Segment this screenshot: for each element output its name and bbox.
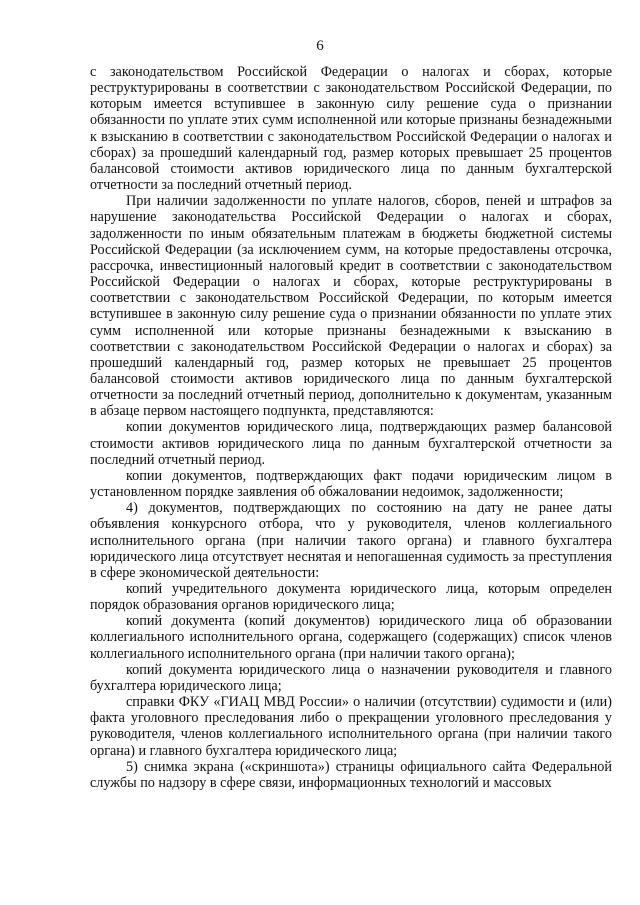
paragraph-collegial-body-copies: копий документа (копий документов) юридического лица об образовании коллегиального исполнительного органа, содержащего (содержащих) список членов коллегиального исполнительного органа (при наличии такого органа);	[90, 613, 612, 662]
paragraph-continuation: с законодательством Российской Федерации о налогах и сборах, которые реструктурированы в соответствии с законодательством Российской Федерации, по которым имеется вступившее в законную силу решение суда о признании обязанности по уплате этих сумм исполненной или которые признаны безнадежными к взысканию в соответствии с законодательством Российской Федерации о налогах и сборах) за прошедший календарный год, размер которых превышает 25 процентов балансовой стоимости активов юридического лица по данным бухгалтерской отчетности за последний отчетный период.	[90, 64, 612, 194]
paragraph-criminal-record-certificate: справки ФКУ «ГИАЦ МВД России» о наличии (отсутствии) судимости и (или) факта уголовного преследования либо о прекращении уголовного преследования у руководителя, членов коллегиального исполнительного органа (при наличии такого органа) и главного бухгалтера юридического лица;	[90, 694, 612, 759]
page-number: 6	[316, 38, 324, 54]
paragraph-item-5: 5) снимка экрана («скриншота») страницы официального сайта Федеральной службы по надзору в сфере связи, информационных технологий и массовых	[90, 758, 612, 791]
paragraph-balance-copies: копии документов юридического лица, подтверждающих размер балансовой стоимости активов юридического лица по данным бухгалтерской отчетности за последний отчетный период.	[90, 419, 612, 468]
document-body	[90, 64, 612, 791]
paragraph-item-4: 4) документов, подтверждающих по состоянию на дату не ранее даты объявления конкурсного отбора, что у руководителя, членов коллегиального исполнительного органа (при наличии такого органа) и главного бухгалтера юридического лица отсутствует неснятая и непогашенная судимость за преступления в сфере экономической деятельности:	[90, 500, 612, 581]
paragraph-appointment-copies: копий документа юридического лица о назначении руководителя и главного бухгалтера юридического лица;	[90, 661, 612, 694]
paragraph-debt-conditions: При наличии задолженности по уплате налогов, сборов, пеней и штрафов за нарушение законодательства Российской Федерации о налогах и сборах, задолженности по иным обязательным платежам в бюджеты бюджетной системы Российской Федерации (за исключением сумм, на которые предоставлены отсрочка, рассрочка, инвестиционный налоговый кредит в соответствии с законодательством Российской Федерации о налогах и сборах, которые реструктурированы в соответствии с законодательством Российской Федерации, по которым имеется вступившее в законную силу решение суда о признании обязанности по уплате этих сумм исполненной или которые признаны безнадежными к взысканию в соответствии с законодательством Российской Федерации о налогах и сборах) за прошедший календарный год, размер которых не превышает 25 процентов балансовой стоимости активов юридического лица по данным бухгалтерской отчетности за последний отчетный период, дополнительно к документам, указанным в абзаце первом настоящего подпункта, представляются:	[90, 193, 612, 420]
paragraph-charter-copies: копий учредительного документа юридического лица, которым определен порядок образования органов юридического лица;	[90, 581, 612, 614]
paragraph-appeal-copies: копии документов, подтверждающих факт подачи юридическим лицом в установленном порядке заявления об обжаловании недоимок, задолженности;	[90, 467, 612, 501]
